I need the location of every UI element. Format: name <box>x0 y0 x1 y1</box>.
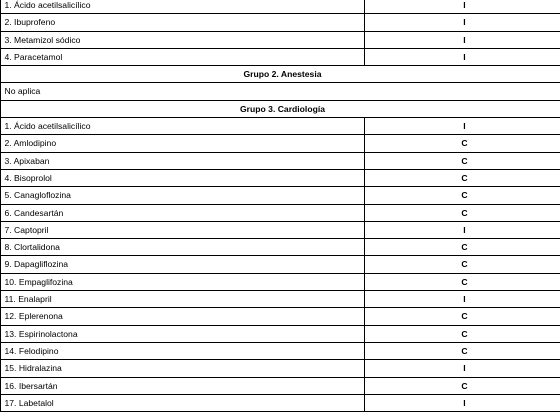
drug-name-cell: 11. Enalapril <box>0 291 364 308</box>
note-row <box>0 83 560 100</box>
classification-code-cell: C <box>364 152 560 169</box>
table-row <box>0 118 560 135</box>
table-row <box>0 204 560 221</box>
classification-code-cell: C <box>364 169 560 186</box>
classification-code-cell: C <box>364 135 560 152</box>
table-row <box>0 221 560 238</box>
group-header-row <box>0 66 560 83</box>
drug-name-cell: 6. Candesartán <box>0 204 364 221</box>
drug-name-cell: 14. Felodipino <box>0 342 364 359</box>
table-row <box>0 308 560 325</box>
group-header-title: Grupo 2. Anestesia <box>0 66 560 83</box>
drug-name-cell: 1. Ácido acetilsalicílico <box>0 0 364 14</box>
classification-code-cell: I <box>364 0 560 14</box>
note-text: No aplica <box>0 83 560 100</box>
classification-code-cell: I <box>364 31 560 48</box>
drug-name-cell: 3. Apixaban <box>0 152 364 169</box>
classification-code-cell: C <box>364 308 560 325</box>
drug-name-cell: 12. Eplerenona <box>0 308 364 325</box>
drug-name-cell: 2. Ibuprofeno <box>0 14 364 31</box>
table-row <box>0 135 560 152</box>
classification-code-cell: C <box>364 342 560 359</box>
classification-code-cell: C <box>364 256 560 273</box>
table-row <box>0 291 560 308</box>
classification-code-cell: I <box>364 48 560 65</box>
table-row <box>0 0 560 14</box>
table-row <box>0 273 560 290</box>
table-row <box>0 325 560 342</box>
classification-code-cell: I <box>364 360 560 377</box>
classification-code-cell: I <box>364 221 560 238</box>
drug-name-cell: 7. Captopril <box>0 221 364 238</box>
table-row <box>0 239 560 256</box>
drug-name-cell: 10. Empaglifozina <box>0 273 364 290</box>
table-row <box>0 14 560 31</box>
group-header-row <box>0 100 560 117</box>
drug-name-cell: 15. Hidralazina <box>0 360 364 377</box>
table-row <box>0 48 560 65</box>
table-row <box>0 394 560 411</box>
table-row <box>0 169 560 186</box>
classification-code-cell: C <box>364 204 560 221</box>
drug-name-cell: 17. Labetalol <box>0 394 364 411</box>
classification-code-cell: C <box>364 377 560 394</box>
table-row <box>0 31 560 48</box>
table-row <box>0 360 560 377</box>
drug-name-cell: 4. Paracetamol <box>0 48 364 65</box>
classification-code-cell: C <box>364 239 560 256</box>
drug-name-cell: 5. Canagloflozina <box>0 187 364 204</box>
classification-code-cell: C <box>364 187 560 204</box>
group-header-title: Grupo 3. Cardiología <box>0 100 560 117</box>
classification-code-cell: C <box>364 273 560 290</box>
drug-name-cell: 2. Amlodipino <box>0 135 364 152</box>
table-row <box>0 152 560 169</box>
classification-code-cell: C <box>364 325 560 342</box>
drug-name-cell: 1. Ácido acetilsalicílico <box>0 118 364 135</box>
table-row <box>0 377 560 394</box>
classification-code-cell: I <box>364 291 560 308</box>
drug-name-cell: 4. Bisoprolol <box>0 169 364 186</box>
table-row <box>0 187 560 204</box>
drug-name-cell: 13. Espirinolactona <box>0 325 364 342</box>
table-row <box>0 256 560 273</box>
classification-code-cell: I <box>364 394 560 411</box>
classification-code-cell: I <box>364 14 560 31</box>
classification-code-cell: I <box>364 118 560 135</box>
drug-name-cell: 16. Ibersartán <box>0 377 364 394</box>
drug-name-cell: 9. Dapagliflozina <box>0 256 364 273</box>
drug-name-cell: 3. Metamizol sódico <box>0 31 364 48</box>
drug-name-cell: 8. Clortalidona <box>0 239 364 256</box>
table-row <box>0 342 560 359</box>
